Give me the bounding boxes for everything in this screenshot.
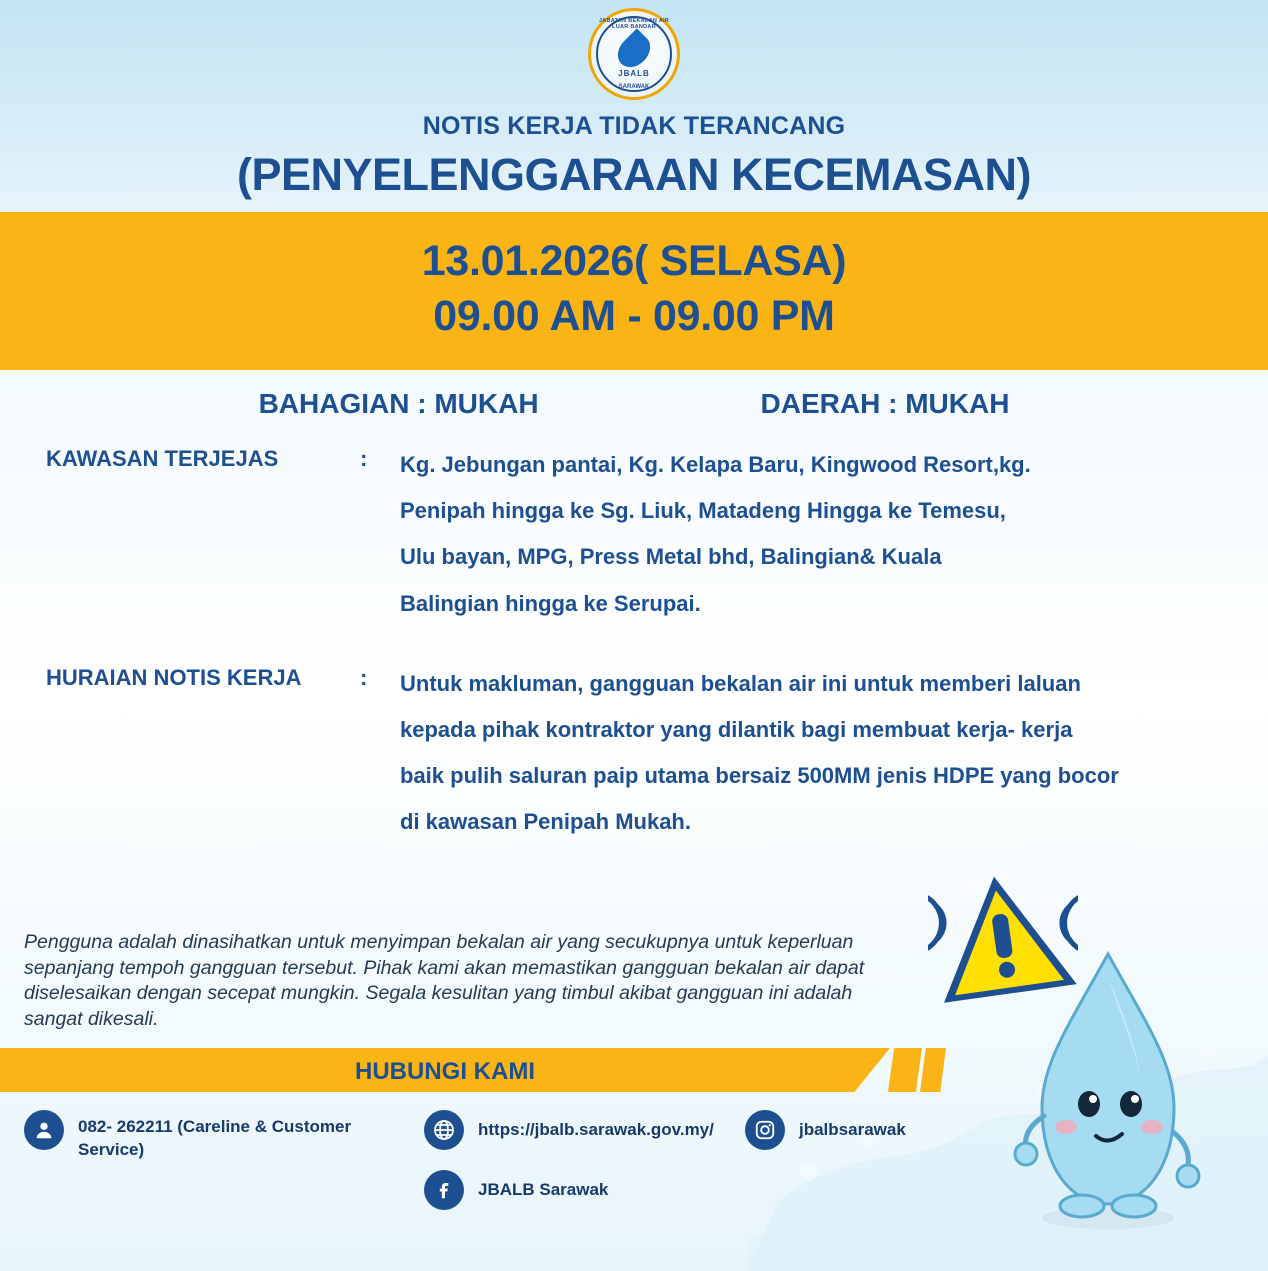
work-description-line-3: baik pulih saluran paip utama bersaiz 500MM jenis HDPE yang bocor: [400, 763, 1119, 789]
affected-areas-field: [30, 442, 1238, 627]
contacts-section: [0, 1104, 1268, 1244]
contact-band-accent-2: [920, 1048, 946, 1092]
notice-title: (PENYELENGGARAAN KECEMASAN): [236, 149, 1032, 200]
region-row: [0, 370, 1268, 420]
affected-areas-line-3: Ulu bayan, MPG, Press Metal bhd, Balingian& Kuala: [400, 544, 942, 570]
logo-bottom-text: SARAWAK: [618, 84, 650, 90]
instagram-icon: [745, 1110, 785, 1150]
contact-website[interactable]: [424, 1110, 714, 1150]
contact-band-accent-1: [888, 1048, 922, 1092]
affected-areas-colon: :: [360, 446, 368, 472]
notice-time: 09.00 AM - 09.00 PM: [433, 292, 835, 341]
work-description-line-1: Untuk makluman, gangguan bekalan air ini untuk memberi laluan: [400, 670, 1081, 696]
work-description-label: HURAIAN NOTIS KERJA: [46, 664, 302, 690]
facebook-icon: [424, 1170, 464, 1210]
notice-date: 13.01.2026( SELASA): [421, 237, 847, 285]
logo-mid-text: JBALB: [618, 69, 650, 78]
contact-facebook-text: JBALB Sarawak: [478, 1180, 609, 1199]
contact-band: [0, 1048, 1268, 1092]
fields-section: [0, 420, 1268, 846]
affected-areas-line-1: Kg. Jebungan pantai, Kg. Kelapa Baru, Kingwood Resort,kg.: [400, 452, 1031, 478]
work-description-line-2: kepada pihak kontraktor yang dilantik bagi membuat kerja- kerja: [400, 717, 1073, 742]
advisory-note: Pengguna adalah dinasihatkan untuk menyimpan bekalan air yang secukupnya untuk keperluan sepanjang tempoh gangguan tersebut. Pihak kami akan memastikan gangguan bekalan air dapat diselesaikan dengan secepat mungkin. Segala kesulitan yang timbul akibat gangguan ini adalah sangat dikesali.: [24, 931, 865, 1031]
logo-top-text: JABATAN BEKALAN AIR LUAR BANDAR: [598, 18, 670, 30]
date-time-band: [0, 212, 1268, 370]
person-icon: [24, 1110, 64, 1150]
notice-subtitle: NOTIS KERJA TIDAK TERANCANG: [422, 112, 846, 140]
division-label: BAHAGIAN : MUKAH: [258, 388, 539, 420]
work-description-colon: :: [360, 664, 368, 690]
contact-instagram-text: jbalbsarawak: [799, 1120, 906, 1139]
work-description-line-4: di kawasan Penipah Mukah.: [400, 809, 691, 835]
affected-areas-value: [400, 442, 1238, 627]
affected-areas-label: KAWASAN TERJEJAS: [46, 446, 279, 472]
contact-phone-text: 082- 262211 (Careline & Customer Service): [78, 1117, 352, 1159]
contact-website-text: https://jbalb.sarawak.gov.my/: [478, 1120, 714, 1139]
affected-areas-line-2: Penipah hingga ke Sg. Liuk, Matadeng Hingga ke Temesu,: [400, 498, 1006, 524]
globe-icon: [424, 1110, 464, 1150]
jbalb-logo: [588, 8, 680, 100]
affected-areas-line-4: Balingian hingga ke Serupai.: [400, 590, 701, 616]
work-description-field: [30, 661, 1238, 846]
district-label: DAERAH : MUKAH: [760, 388, 1010, 420]
contact-facebook[interactable]: [424, 1170, 608, 1210]
work-description-value: [400, 661, 1238, 846]
poster-header: [0, 0, 1268, 212]
contact-title: HUBUNGI KAMI: [355, 1058, 535, 1085]
contact-phone[interactable]: [24, 1110, 368, 1162]
contact-instagram[interactable]: [745, 1110, 906, 1150]
